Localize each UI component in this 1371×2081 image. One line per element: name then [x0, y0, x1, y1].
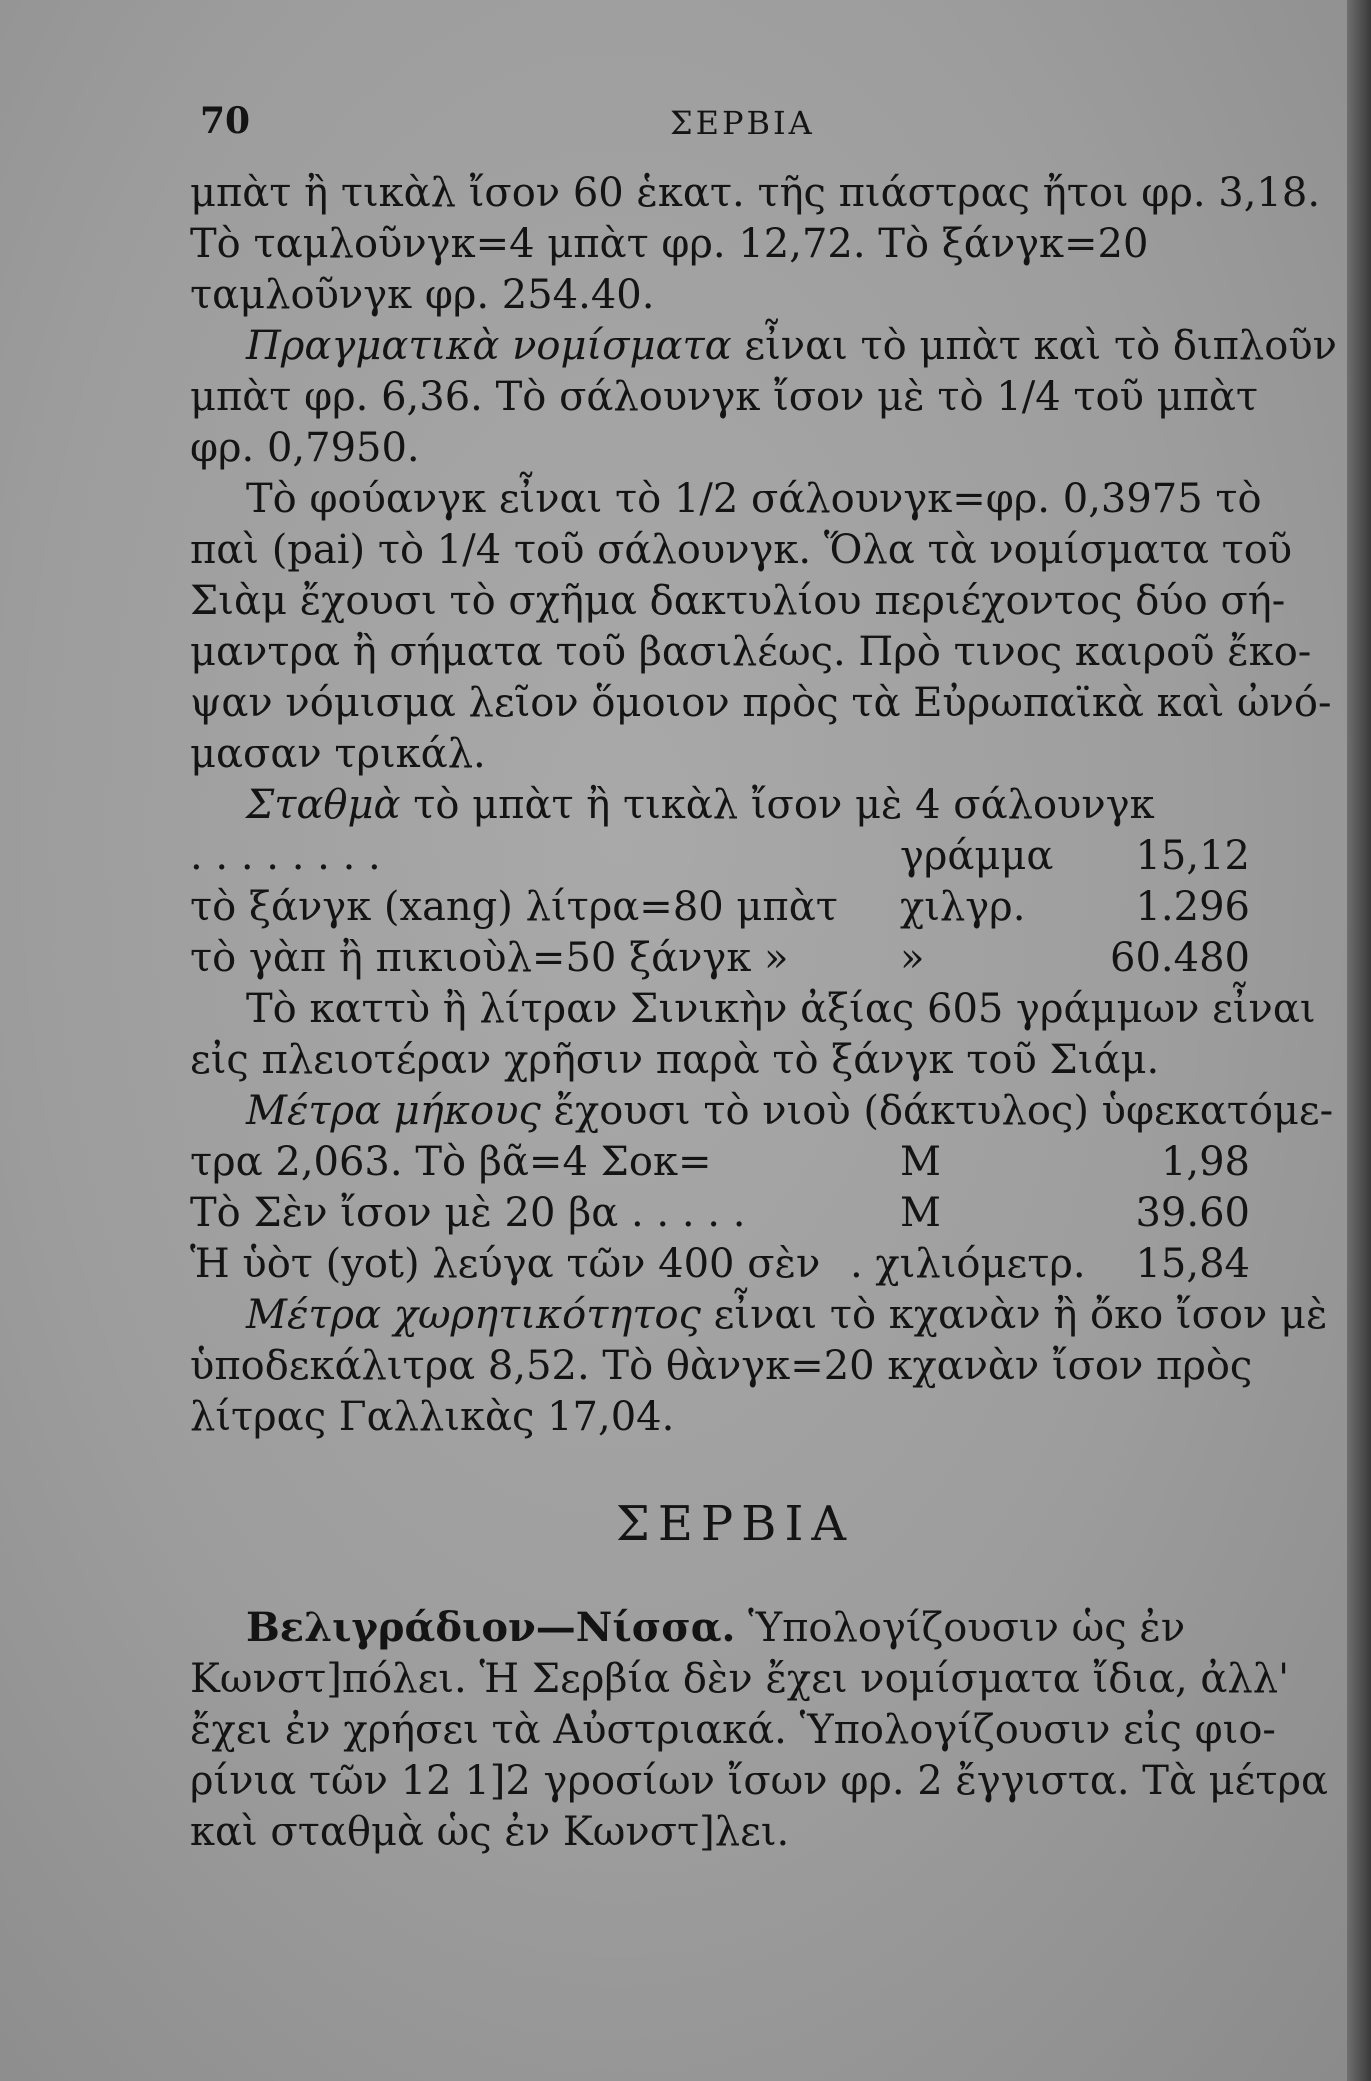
text-line: μασαν τρικάλ. — [190, 731, 486, 777]
paragraph-fouang — [190, 474, 1332, 780]
text-line: παὶ (pai) τὸ 1/4 τοῦ σάλουνγκ. Ὅλα τὰ νομίσματα τοῦ — [190, 527, 1293, 573]
text-line — [190, 1602, 1280, 1654]
row-label: τὸ ξάνγκ (xang) λίτρα=80 μπὰτ — [190, 884, 838, 930]
text-line: Τὸ ταμλοῦνγκ=4 μπὰτ φρ. 12,72. Τὸ ξάνγκ=20 — [190, 221, 1149, 267]
row-label: Ἡ ὑὸτ (yot) λεύγα τῶν 400 σὲν — [190, 1241, 821, 1287]
text-line: ταμλοῦνγκ φρ. 254.40. — [190, 272, 655, 318]
text-line: ψαν νόμισμα λεῖον ὅμοιον πρὸς τὰ Εὐρωπαϊκὰ καὶ ὠνό- — [190, 680, 1332, 726]
row-unit: Μ — [900, 1190, 941, 1236]
paragraph-katty — [190, 984, 1316, 1086]
text-line — [190, 1086, 1334, 1137]
row-unit: Μ — [900, 1139, 941, 1185]
row-label: τρα 2,063. Τὸ βᾶ=4 Σοκ= — [190, 1139, 712, 1185]
row-unit: γράμμα — [900, 833, 1054, 879]
text-line: εἰς πλειοτέραν χρῆσιν παρὰ τὸ ξάνγκ τοῦ Σιάμ. — [190, 1037, 1160, 1083]
row-unit: . χιλιόμετρ. — [850, 1241, 1086, 1287]
body-text — [190, 168, 1337, 1858]
text-line — [190, 1290, 1328, 1341]
row-unit: » — [900, 935, 925, 981]
row-unit: χιλγρ. — [900, 884, 1026, 930]
text-line: Τὸ φούανγκ εἶναι τὸ 1/2 σάλουνγκ=φρ. 0,3975 τὸ — [246, 476, 1262, 522]
row-label: . . . . . . . . — [190, 833, 381, 879]
page-number: 70 — [200, 100, 251, 142]
text-line: μπὰτ ἢ τικὰλ ἴσον 60 ἑκατ. τῆς πιάστρας ἤτοι φρ. 3,18. — [190, 170, 1321, 216]
row-value: 39.60 — [1135, 1190, 1250, 1236]
paragraph-length — [190, 1086, 1334, 1290]
section-title: ΣΕΡΒΙΑ — [615, 1496, 855, 1552]
table-row — [190, 1137, 1280, 1188]
paragraph-lead: Βελιγράδιον—Νίσσα. — [246, 1604, 736, 1651]
text-line: ρίνια τῶν 12 1]2 γροσίων ἴσων φρ. 2 ἔγγιστα. Τὰ μέτρα — [190, 1758, 1329, 1804]
text-line: Τὸ καττὺ ἢ λίτραν Σινικὴν ἀξίας 605 γράμμων εἶναι — [246, 986, 1316, 1032]
paragraph-lead: Μέτρα χωρητικότητος — [246, 1292, 701, 1338]
page-header — [200, 100, 1280, 150]
row-value: 15,12 — [1135, 833, 1250, 879]
page-edge-shadow — [1347, 0, 1371, 2081]
text-line: μαντρα ἢ σήματα τοῦ βασιλέως. Πρὸ τινος καιροῦ ἔκο- — [190, 629, 1312, 675]
text-line: λίτρας Γαλλικὰς 17,04. — [190, 1394, 675, 1440]
paragraph-real-coins — [190, 321, 1337, 474]
table-row — [190, 1239, 1280, 1290]
row-value: 1,98 — [1160, 1139, 1250, 1185]
text-span: εἶναι τὸ κχανὰν ἢ ὄκο ἴσον μὲ — [700, 1292, 1328, 1338]
text-line — [190, 780, 1280, 831]
text-span: Ὑπολογίζουσιν ὡς ἐν — [735, 1605, 1186, 1651]
text-line: Κωνστ]πόλει. Ἡ Σερβία δὲν ἔχει νομίσματα ἴδια, ἀλλ' — [190, 1656, 1290, 1702]
paragraph-lead: Πραγματικὰ νομίσματα — [246, 323, 732, 369]
text-line: Σιὰμ ἔχουσι τὸ σχῆμα δακτυλίου περιέχοντος δύο σή- — [190, 578, 1286, 624]
table-row — [190, 1188, 1280, 1239]
row-label: τὸ γὰπ ἢ πικιοὺλ=50 ξάνγκ » — [190, 935, 789, 981]
running-title: ΣΕΡΒΙΑ — [670, 104, 815, 142]
paragraph-lead: Μέτρα μήκους — [246, 1088, 541, 1134]
text-span: τὸ μπὰτ ἢ τικὰλ ἴσον μὲ 4 σάλουνγκ — [400, 782, 1155, 828]
text-line: ἔχει ἐν χρήσει τὰ Αὐστριακά. Ὑπολογίζουσιν εἰς φιο- — [190, 1707, 1276, 1753]
paragraph-lead: Σταθμὰ — [246, 782, 401, 828]
text-line: καὶ σταθμὰ ὡς ἐν Κωνστ]λει. — [190, 1809, 790, 1855]
paragraph-rates — [190, 168, 1321, 321]
text-line: φρ. 0,7950. — [190, 425, 420, 471]
text-span: εἶναι τὸ μπὰτ καὶ τὸ διπλοῦν — [731, 323, 1337, 369]
text-line: μπὰτ φρ. 6,36. Τὸ σάλουνγκ ἴσον μὲ τὸ 1/4 τοῦ μπὰτ — [190, 374, 1259, 420]
text-line: ὑποδεκάλιτρα 8,52. Τὸ θὰνγκ=20 κχανὰν ἴσον πρὸς — [190, 1343, 1253, 1389]
table-row — [190, 882, 1280, 933]
table-row — [190, 831, 1280, 882]
text-span: ἔχουσι τὸ νιοὺ (δάκτυλος) ὑφεκατόμε- — [540, 1088, 1334, 1134]
row-value: 60.480 — [1110, 935, 1250, 981]
text-line — [190, 321, 1337, 372]
table-row — [190, 933, 1280, 984]
paragraph-weights — [190, 780, 1280, 984]
row-value: 15,84 — [1135, 1241, 1250, 1287]
row-label: Τὸ Σὲν ἴσον μὲ 20 βα . . . . . — [190, 1190, 746, 1236]
row-value: 1.296 — [1135, 884, 1250, 930]
paragraph-capacity — [190, 1290, 1328, 1443]
paragraph-serbia — [190, 1602, 1329, 1858]
